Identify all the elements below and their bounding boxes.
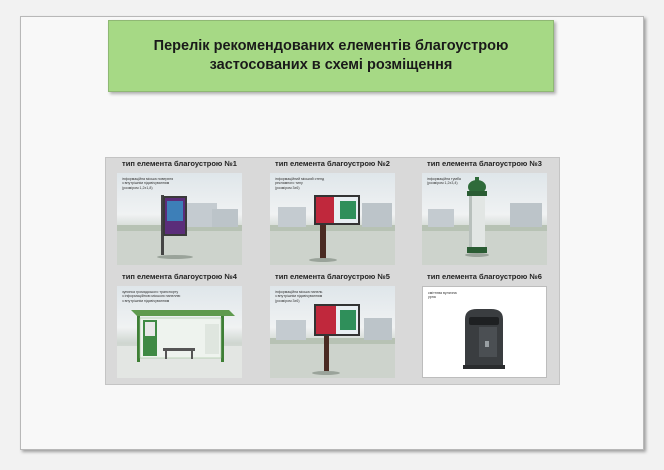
element-image <box>117 286 242 378</box>
element-title: тип елемента благоустрою №2 <box>275 159 390 168</box>
element-card-2 <box>259 158 406 267</box>
element-card-1 <box>106 158 253 267</box>
element-title: тип елемента благоустрою №4 <box>122 272 237 281</box>
element-desc-1: інформаційна тумба <box>427 177 461 181</box>
element-title: тип елемента благоустрою №1 <box>122 159 237 168</box>
element-desc-1: інформаційна міська панель <box>275 290 323 294</box>
element-desc-1: зупинка громадського транспорту <box>122 290 179 294</box>
trash-bin-image <box>423 287 547 378</box>
title-line-1: Перелік рекомендованих елементів благоустрою <box>153 38 509 54</box>
element-title: тип елемента благоустрою №3 <box>427 159 542 168</box>
element-desc-2: урна <box>428 295 436 300</box>
element-desc-3: з внутрішнім підсвічуванням <box>122 298 170 303</box>
title-line-2: застосованих в схемі розміщення <box>209 57 453 73</box>
element-desc-3: (розміром 3х6) <box>275 185 300 190</box>
element-card-5 <box>259 271 406 380</box>
element-desc-2: (розміром 1,2х3,4) <box>427 181 458 186</box>
element-card-3 <box>411 158 558 267</box>
element-desc-3: (розміром 1,2х1,8) <box>122 185 153 190</box>
element-image <box>422 286 547 378</box>
title-banner <box>108 20 554 92</box>
element-image <box>117 173 242 265</box>
element-desc-2: рекламного типу <box>275 181 303 186</box>
element-title: тип елемента благоустрою №6 <box>427 272 542 281</box>
element-card-4 <box>106 271 253 380</box>
element-image <box>270 173 395 265</box>
element-desc-1: інформаційний міський стенд <box>275 177 325 181</box>
element-desc-1: інформаційна міська поверхня <box>122 177 174 181</box>
elements-grid <box>105 157 560 385</box>
element-desc-2: з внутрішнім підсвічуванням <box>275 294 323 299</box>
element-card-6 <box>411 271 558 380</box>
element-desc-3: (розміром 3х6) <box>275 298 300 303</box>
advertising-column-image <box>422 173 547 265</box>
element-desc-2: з внутрішнім підсвічуванням <box>122 181 170 186</box>
element-desc-2: з інформаційною міською панеллю <box>122 294 181 299</box>
element-title: тип елемента благоустрою №5 <box>275 272 390 281</box>
element-image <box>422 173 547 265</box>
element-desc-1: сміттєва вулична <box>428 291 457 295</box>
element-image <box>270 286 395 378</box>
